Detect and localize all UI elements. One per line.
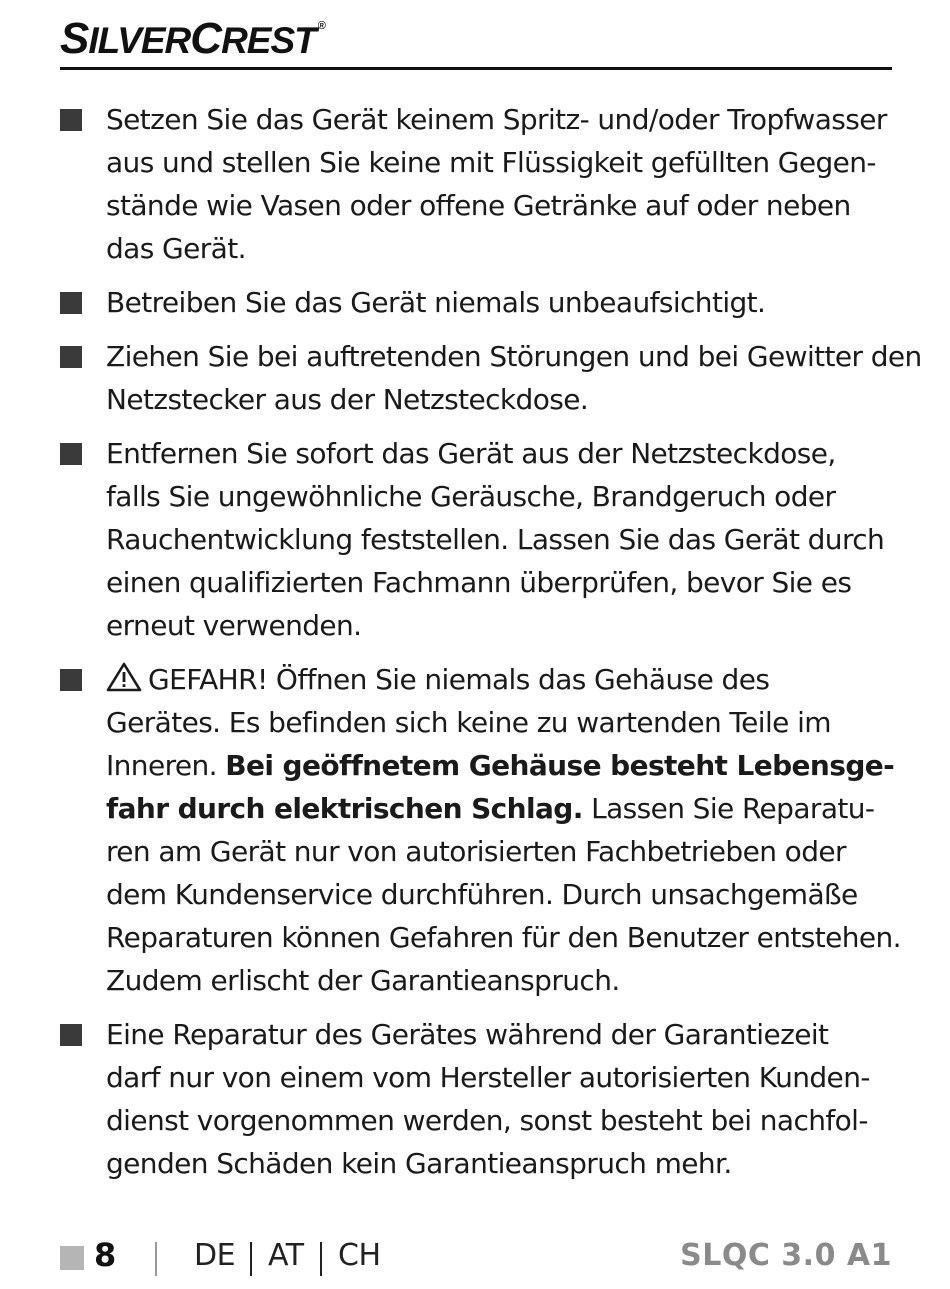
text-line: [106, 787, 900, 830]
bold-warning-text: fahr durch elektrischen Schlag.: [106, 792, 583, 825]
text-line: dienst vorgenommen werden, sonst besteht bei nachfol-: [106, 1104, 868, 1137]
text-line: Netzstecker aus der Netzsteckdose.: [106, 383, 589, 416]
page-header: [60, 12, 892, 68]
bold-warning-text: Bei geöffnetem Gehäuse besteht Lebensge-: [225, 749, 895, 782]
list-item: [60, 432, 900, 647]
warning-triangle-icon: [106, 662, 142, 692]
text-line: Rauchentwicklung feststellen. Lassen Sie das Gerät durch: [106, 523, 885, 556]
logo-letter: S: [60, 14, 89, 63]
logo-text: REST: [221, 20, 316, 61]
text-line: das Gerät.: [106, 232, 246, 265]
header-rule: [60, 67, 892, 70]
text-line: erneut verwenden.: [106, 609, 362, 642]
footer-divider: [155, 1242, 157, 1276]
text-line: Eine Reparatur des Gerätes während der Garantiezeit: [106, 1018, 829, 1051]
text-line: darf nur von einem vom Hersteller autorisierten Kunden-: [106, 1061, 870, 1094]
text-span: Lassen Sie Reparatu-: [582, 792, 875, 825]
page-number: 8: [94, 1236, 117, 1274]
square-bullet-icon: [60, 109, 82, 131]
square-bullet-icon: [60, 346, 82, 368]
text-line: Zudem erlischt der Garantieanspruch.: [106, 964, 620, 997]
footer-divider: [320, 1242, 322, 1276]
text-line: Entfernen Sie sofort das Gerät aus der Netzsteckdose,: [106, 437, 836, 470]
text-line: dem Kundenservice durchführen. Durch unsachgemäße: [106, 878, 858, 911]
page-footer: [60, 1232, 892, 1284]
text-line: [106, 658, 900, 701]
text-line: genden Schäden kein Garantieanspruch mehr.: [106, 1147, 732, 1180]
model-number: SLQC 3.0 A1: [680, 1238, 892, 1273]
country-code-ch: CH: [338, 1238, 381, 1273]
square-bullet-icon: [60, 443, 82, 465]
silvercrest-logo: [60, 14, 325, 64]
text-line: aus und stellen Sie keine mit Flüssigkeit gefüllten Gegen-: [106, 146, 876, 179]
warning-text: GEFAHR! Öffnen Sie niemals das Gehäuse des: [148, 663, 770, 696]
text-line: Reparaturen können Gefahren für den Benutzer entstehen.: [106, 921, 901, 954]
text-line: Setzen Sie das Gerät keinem Spritz- und/oder Tropfwasser: [106, 103, 887, 136]
list-item: [60, 281, 900, 324]
text-line: ren am Gerät nur von autorisierten Fachbetrieben oder: [106, 835, 846, 868]
text-line: stände wie Vasen oder offene Getränke auf oder neben: [106, 189, 851, 222]
safety-instructions-list: [60, 98, 922, 1196]
text-line: einen qualifizierten Fachmann überprüfen, bevor Sie es: [106, 566, 852, 599]
text-line: [106, 744, 900, 787]
text-line: Gerätes. Es befinden sich keine zu wartenden Teile im: [106, 706, 831, 739]
list-item-warning: [60, 658, 900, 1002]
square-bullet-icon: [60, 292, 82, 314]
footer-divider: [250, 1242, 252, 1276]
logo-text: ILVER: [88, 20, 191, 61]
list-item: [60, 98, 900, 270]
country-code-de: DE: [194, 1238, 236, 1273]
text-line: Betreiben Sie das Gerät niemals unbeaufsichtigt.: [106, 286, 766, 319]
text-span: Inneren.: [106, 749, 226, 782]
footer-square-icon: [60, 1246, 84, 1270]
square-bullet-icon: [60, 1024, 82, 1046]
list-item: [60, 1013, 900, 1185]
country-code-at: AT: [268, 1238, 304, 1273]
text-line: falls Sie ungewöhnliche Geräusche, Brandgeruch oder: [106, 480, 836, 513]
registered-mark: ®: [317, 20, 325, 32]
logo-letter: C: [190, 14, 222, 63]
square-bullet-icon: [60, 669, 82, 691]
list-item: [60, 335, 922, 421]
text-line: Ziehen Sie bei auftretenden Störungen und bei Gewitter den: [106, 340, 922, 373]
